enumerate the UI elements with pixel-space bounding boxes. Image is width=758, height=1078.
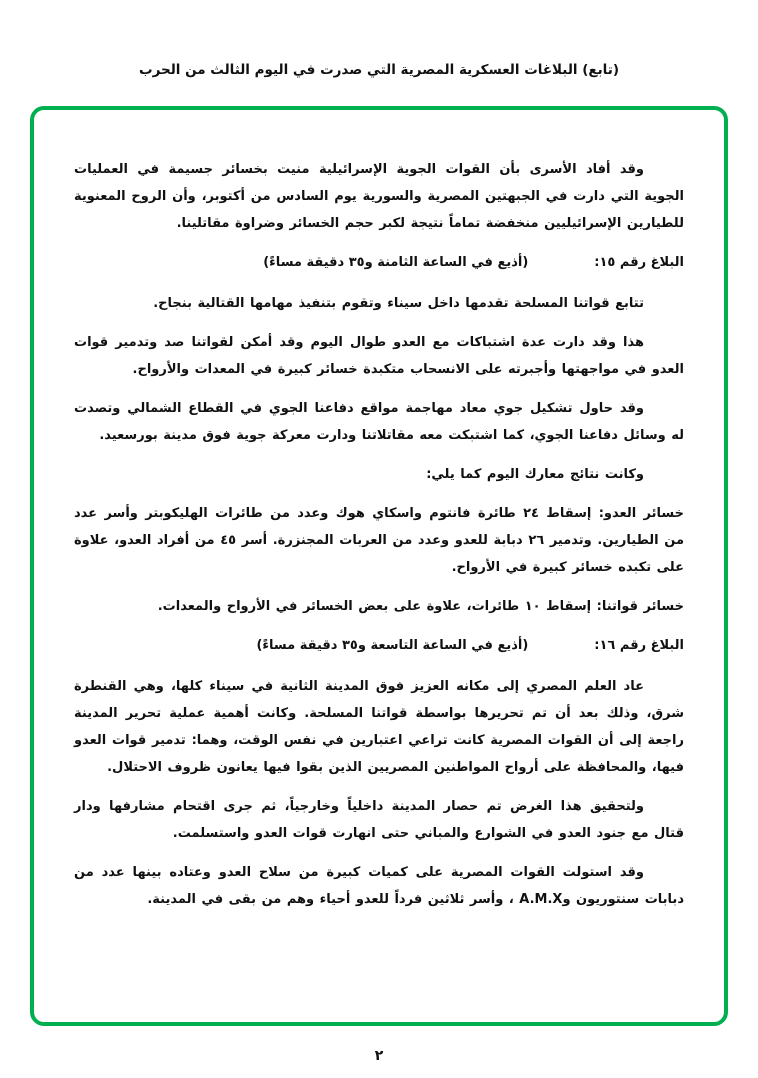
paragraph: وكانت نتائج معارك اليوم كما يلي: [426,467,644,482]
bulletin-heading-16 [74,632,684,659]
page-title: (تابع) البلاغات العسكرية المصرية التي صدرت في اليوم الثالث من الحرب [139,62,619,78]
bulletin-time: (أذيع في الساعة الثامنة و٣٥ دقيقة مساءً) [263,255,529,270]
paragraph-enemy-losses: خسائر العدو: إسقاط ٢٤ طائرة فانتوم واسكاي هوك وعدد من طائرات الهليكوبتر وأسر عدد من الطيارين. وتدمير ٢٦ دبابة للعدو وعدد من العربات المجنزرة. أسر ٤٥ من أفراد العدو، علاوة على تكبده خسائر كبيرة في الأرواح. [74,506,684,575]
paragraph: وقد حاول تشكيل جوي معاد مهاجمة مواقع دفاعنا الجوي في القطاع الشمالي وتصدت له وسائل دفاعنا الجوي، كما اشتبكت معه مقاتلاتنا ودارت معركة جوية فوق مدينة بورسعيد. [74,401,684,443]
paragraph: تتابع قواتنا المسلحة تقدمها داخل سيناء وتقوم بتنفيذ مهامها القتالية بنجاح. [153,296,644,311]
bulletin-label: البلاغ رقم ١٥: [594,255,684,270]
page-number: ٢ [374,1048,384,1064]
paragraph: وقد استولت القوات المصرية على كميات كبيرة من سلاح العدو وعتاده بينها عدد من دبابات سنتوريون وA.M.X ، وأسر ثلاثين فرداً للعدو أحياء وهم من بقى في المدينة. [74,865,684,907]
document-border-box [30,106,728,1026]
paragraph: ولتحقيق هذا الغرض تم حصار المدينة داخلياً وخارجياً، ثم جرى اقتحام مشارفها ودار قتال مع جنود العدو في الشوارع والمباني حتى انهارت قوات العدو واستسلمت. [74,799,684,841]
paragraph-our-losses: خسائر قواتنا: إسقاط ١٠ طائرات، علاوة على بعض الخسائر في الأرواح والمعدات. [157,599,684,614]
bulletin-time: (أذيع في الساعة التاسعة و٣٥ دقيقة مساءً) [256,638,529,653]
bulletin-label: البلاغ رقم ١٦: [594,638,684,653]
paragraph: وقد أفاد الأسرى بأن القوات الجوية الإسرائيلية منيت بخسائر جسيمة في العمليات الجوية التي دارت في الجبهتين المصرية والسورية يوم السادس من أكتوبر، وأن الروح المعنوية للطيارين الإسرائيليين منخفضة تماماً نتيجة لكبر حجم الخسائر وضراوة مقاتلينا. [74,162,684,231]
paragraph: عاد العلم المصري إلى مكانه العزيز فوق المدينة الثانية في سيناء كلها، وهي القنطرة شرق، وذلك بعد أن تم تحريرها بواسطة قواتنا المسلحة. وكانت أهمية عملية تحرير المدينة راجعة إلى أن القوات المصرية كانت تراعي اعتبارين في نفس الوقت، وهما: تدمير قوات العدو فيها، والمحافظة على أرواح المواطنين المصريين الذين بقوا فيها يعانون ظروف الاحتلال. [74,679,684,775]
paragraph: هذا وقد دارت عدة اشتباكات مع العدو طوال اليوم وقد أمكن لقواتنا صد وتدمير قوات العدو في مواجهتها وأجبرته على الانسحاب متكبدة خسائر كبيرة في المعدات والأرواح. [74,335,684,377]
bulletin-heading-15 [74,249,684,276]
